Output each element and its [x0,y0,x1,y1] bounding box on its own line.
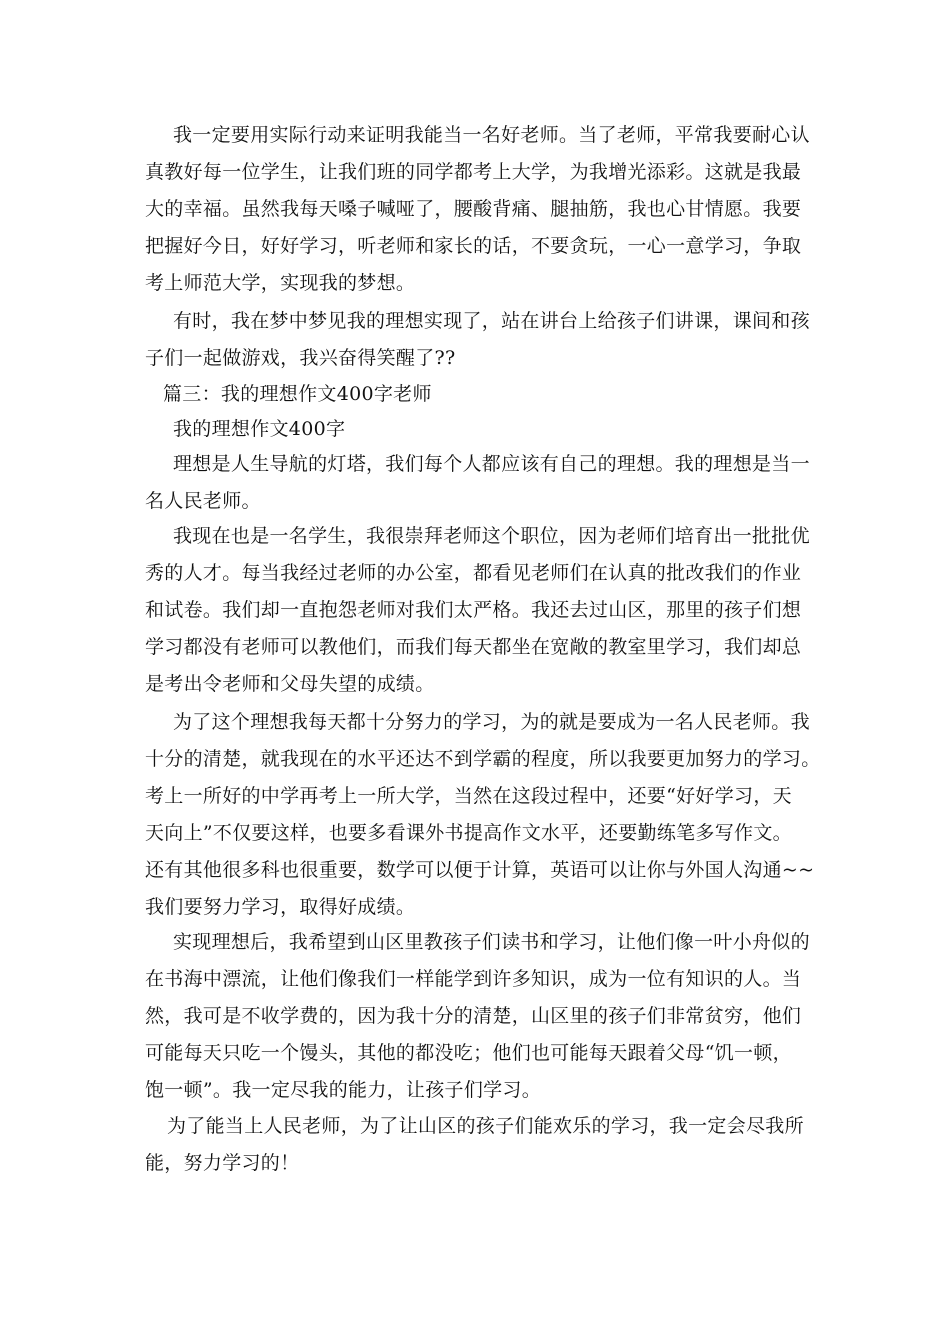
text-line: 大的幸福。虽然我每天嗓子喊哑了，腰酸背痛、腿抽筋，我也心甘情愿。我要 [145,198,802,220]
text-line: 考上师范大学，实现我的梦想。 [145,272,416,294]
text-line: 和试卷。我们却一直抱怨老师对我们太严格。我还去过山区，那里的孩子们想 [145,599,802,621]
text-line: 有时，我在梦中梦见我的理想实现了，站在讲台上给孩子们讲课，课间和孩 [173,310,810,332]
text-line: 是考出令老师和父母失望的成绩。 [145,673,435,695]
text-line: 名人民老师。 [145,490,261,512]
text-line: 还有其他很多科也很重要，数学可以便于计算，英语可以让你与外国人沟通~~ [145,859,815,881]
text-line: 把握好今日，好好学习，听老师和家长的话，不要贪玩，一心一意学习，争取 [145,235,802,257]
paragraph-dream [145,303,810,377]
text-line: 子们一起做游戏，我兴奋得笑醒了?? [145,347,456,369]
paragraph-commitment [145,117,810,302]
text-line: 我们要努力学习，取得好成绩。 [145,896,416,918]
text-line: 然，我可是不收学费的，因为我十分的清楚，山区里的孩子们非常贫穷，他们 [145,1005,802,1027]
text-line: 真教好每一位学生，让我们班的同学都考上大学，为我增光添彩。这就是我最 [145,161,802,183]
text-line: 考上一所好的中学再考上一所大学，当然在这段过程中，还要“好好学习，天 [145,785,792,807]
text-line: 天向上”不仅要这样，也要多看课外书提高作文水平，还要勤练笔多写作文。 [145,822,792,844]
text-line: 我现在也是一名学生，我很崇拜老师这个职位，因为老师们培育出一批批优 [173,525,810,547]
text-line: 十分的清楚，就我现在的水平还达不到学霸的程度，所以我要更加努力的学习。 [145,748,821,770]
text-line: 饱一顿”。我一定尽我的能力，让孩子们学习。 [145,1079,542,1101]
text-line: 在书海中漂流，让他们像我们一样能学到许多知识，成为一位有知识的人。当 [145,968,802,990]
paragraph-intro [145,446,810,520]
text-line: 能，努力学习的！ [145,1152,300,1174]
paragraph-admiration [145,518,810,703]
section-title: 篇三：我的理想作文400字老师 [163,383,432,405]
text-line: 为了能当上人民老师，为了让山区的孩子们能欢乐的学习，我一定会尽我所 [167,1115,804,1137]
essay-title [145,411,810,448]
text-line: 学习都没有老师可以教他们，而我们每天都坐在宽敞的教室里学习，我们却总 [145,636,802,658]
paragraph-effort [145,704,821,926]
text-line: 我一定要用实际行动来证明我能当一名好老师。当了老师，平常我要耐心认 [173,124,810,146]
text-line: 理想是人生导航的灯塔，我们每个人都应该有自己的理想。我的理想是当一 [173,453,810,475]
paragraph-future [145,924,810,1109]
paragraph-conclusion [145,1108,810,1182]
text-line: 实现理想后，我希望到山区里教孩子们读书和学习，让他们像一叶小舟似的 [173,931,810,953]
section-heading [145,376,810,413]
text-line: 为了这个理想我每天都十分努力的学习，为的就是要成为一名人民老师。我 [173,711,810,733]
essay-title-text: 我的理想作文400字 [173,418,346,440]
text-line: 秀的人才。每当我经过老师的办公室，都看见老师们在认真的批改我们的作业 [145,562,802,584]
text-line: 可能每天只吃一个馒头，其他的都没吃；他们也可能每天跟着父母“饥一顿， [145,1042,792,1064]
